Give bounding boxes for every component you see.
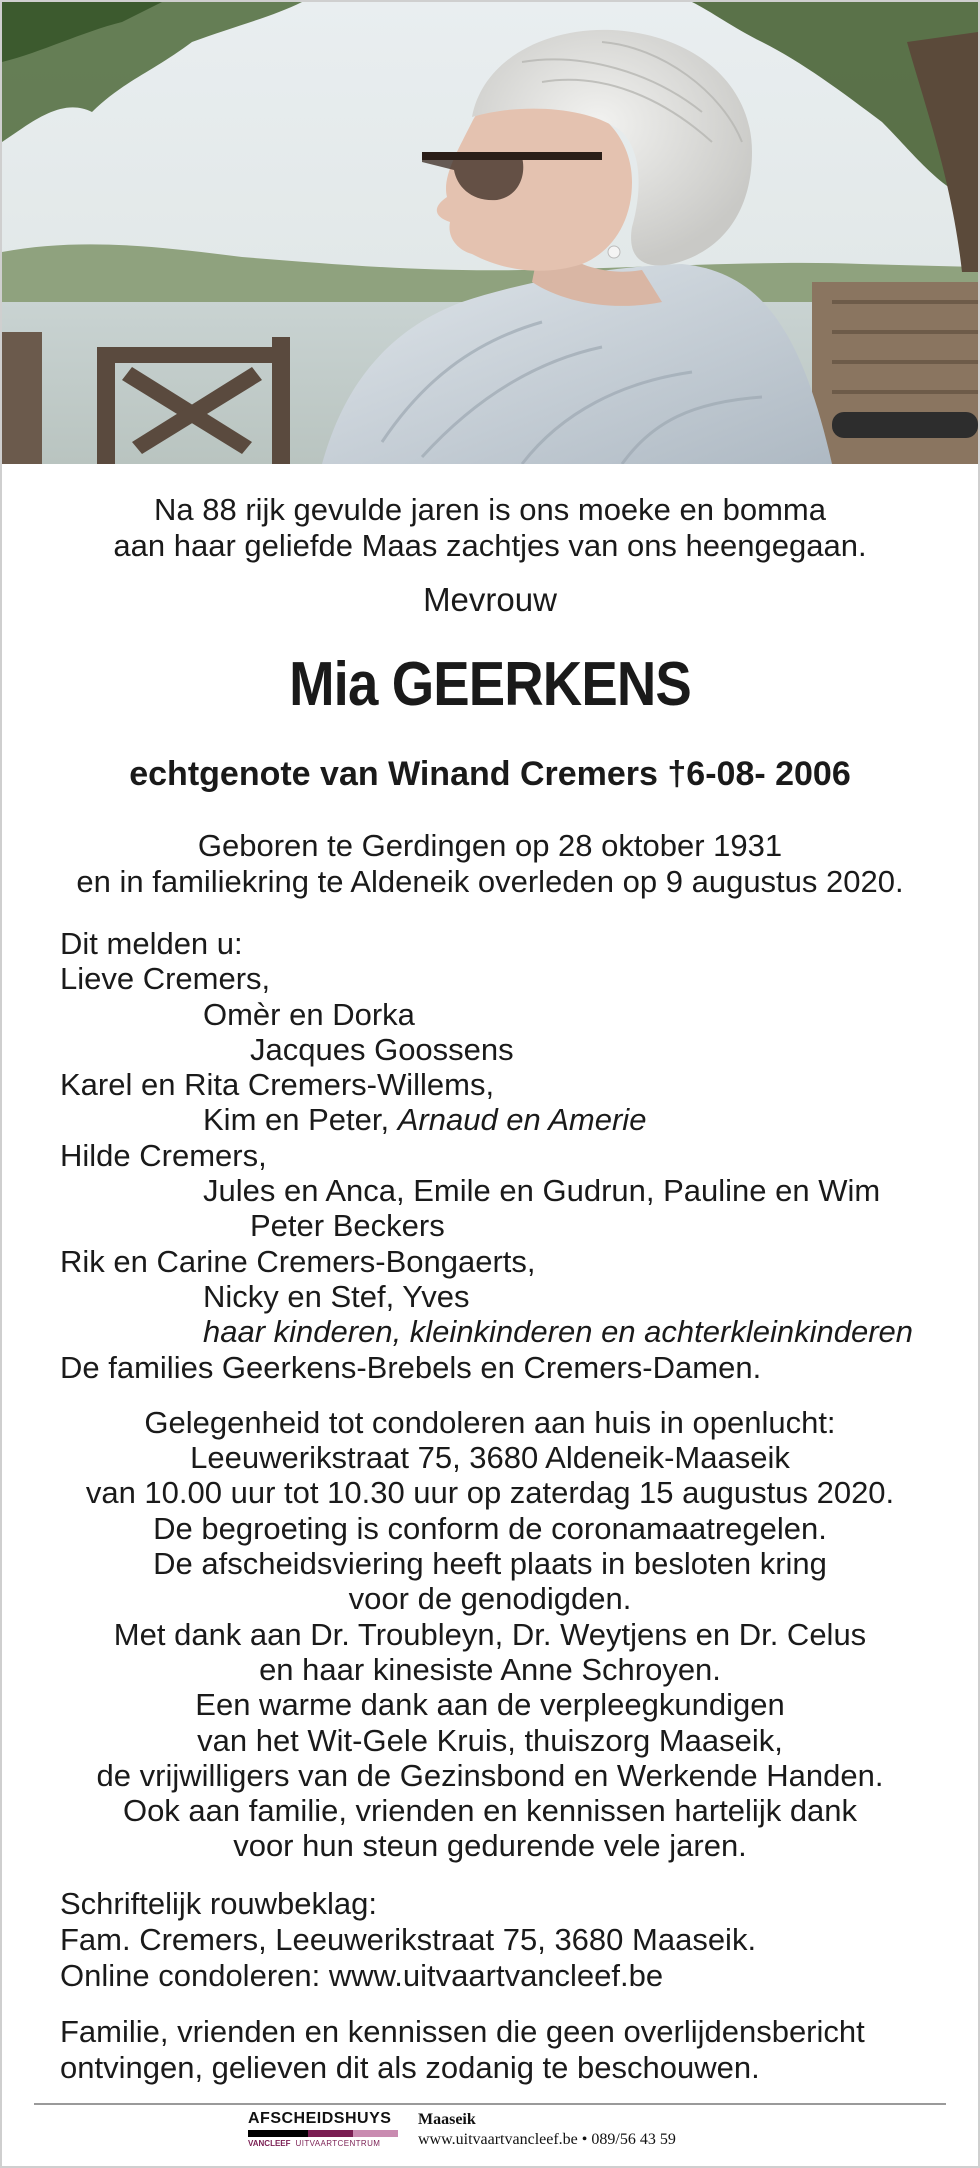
logo-sub-b: UITVAARTCENTRUM bbox=[295, 2139, 381, 2148]
family-row-text: Kim en Peter, bbox=[203, 1102, 398, 1138]
footer-place: Maaseik bbox=[418, 2111, 476, 2128]
spouse-line: echtgenote van Winand Cremers †6-08- 2006 bbox=[129, 755, 851, 793]
closing-line: ontvingen, gelieven dit als zodanig te beschouwen. bbox=[60, 2049, 760, 2085]
logo-bar bbox=[308, 2130, 353, 2137]
family-row: Dit melden u: bbox=[60, 926, 243, 961]
deceased-name: Mia GEERKENS bbox=[289, 650, 691, 719]
condolence-line: Leeuwerikstraat 75, 3680 Aldeneik-Maaseik bbox=[190, 1440, 790, 1476]
written-heading: Schriftelijk rouwbeklag: bbox=[60, 1885, 378, 1921]
family-list bbox=[2, 926, 978, 1385]
family-row: Omèr en Dorka bbox=[203, 996, 415, 1032]
condolence-line: Een warme dank aan de verpleegkundigen bbox=[195, 1687, 785, 1723]
birth-line: Geboren te Gerdingen op 28 oktober 1931 bbox=[197, 828, 783, 863]
family-row: Jules en Anca, Emile en Gudrun, Pauline en Wim bbox=[203, 1173, 881, 1209]
condolence-line: voor hun steun gedurende vele jaren. bbox=[233, 1828, 747, 1864]
family-row: Nicky en Stef, Yves bbox=[203, 1278, 470, 1314]
intro-line: Na 88 rijk gevulde jaren is ons moeke en bomma bbox=[153, 492, 826, 527]
family-row: Karel en Rita Cremers-Willems, bbox=[60, 1067, 495, 1103]
funeral-home-footer bbox=[248, 2110, 676, 2150]
condolence-line: de vrijwilligers van de Gezinsbond en Werkende Handen. bbox=[96, 1757, 884, 1793]
family-row: Peter Beckers bbox=[250, 1208, 445, 1244]
condolence-block bbox=[2, 1405, 978, 1864]
footer-divider bbox=[34, 2103, 946, 2105]
funeral-home-logo bbox=[248, 2110, 398, 2149]
logo-bar bbox=[353, 2130, 398, 2137]
family-row: Lieve Cremers, bbox=[60, 961, 271, 997]
condolence-line: De afscheidsviering heeft plaats in besloten kring bbox=[153, 1546, 827, 1582]
logo-color-bars bbox=[248, 2130, 398, 2137]
family-row: Jacques Goossens bbox=[250, 1031, 514, 1067]
logo-title: AFSCHEIDSHUYS bbox=[248, 2110, 392, 2127]
condolence-line: van 10.00 uur tot 10.30 uur op zaterdag 15 augustus 2020. bbox=[85, 1475, 895, 1511]
honorific: Mevrouw bbox=[423, 581, 557, 618]
condolence-line: van het Wit-Gele Kruis, thuiszorg Maaseik, bbox=[197, 1722, 783, 1758]
intro-line: aan haar geliefde Maas zachtjes van ons heengegaan. bbox=[113, 528, 867, 563]
condolence-line: Gelegenheid tot condoleren aan huis in openlucht: bbox=[144, 1404, 836, 1440]
family-row: Rik en Carine Cremers-Bongaerts, bbox=[60, 1243, 536, 1279]
written-address: Fam. Cremers, Leeuwerikstraat 75, 3680 Maaseik. bbox=[60, 1921, 757, 1957]
online-condolence: Online condoleren: www.uitvaartvancleef.be bbox=[60, 1957, 664, 1993]
condolence-line: Ook aan familie, vrienden en kennissen hartelijk dank bbox=[122, 1793, 858, 1829]
family-row: haar kinderen, kleinkinderen en achterkleinkinderen bbox=[203, 1314, 914, 1350]
family-row bbox=[60, 1102, 978, 1137]
condolence-line: en haar kinesiste Anne Schroyen. bbox=[259, 1651, 721, 1687]
logo-bar bbox=[248, 2130, 308, 2137]
family-row-italic: Arnaud en Amerie bbox=[397, 1102, 647, 1138]
footer-contact[interactable]: www.uitvaartvancleef.be • 089/56 43 59 bbox=[418, 2131, 676, 2148]
closing-line: Familie, vrienden en kennissen die geen overlijdensbericht bbox=[60, 2013, 865, 2049]
condolence-line: De begroeting is conform de coronamaatregelen. bbox=[153, 1510, 827, 1546]
closing-note bbox=[2, 2014, 978, 2086]
condolence-line: voor de genodigden. bbox=[348, 1581, 632, 1617]
death-line: en in familiekring te Aldeneik overleden op 9 augustus 2020. bbox=[76, 864, 904, 899]
written-condolence bbox=[2, 1886, 978, 1994]
family-row: Hilde Cremers, bbox=[60, 1137, 267, 1173]
condolence-line: Met dank aan Dr. Troubleyn, Dr. Weytjens en Dr. Celus bbox=[113, 1616, 867, 1652]
logo-sub-a: VANCLEEF bbox=[248, 2139, 291, 2148]
portrait-photo bbox=[2, 2, 978, 464]
family-row: De families Geerkens-Brebels en Cremers-Damen. bbox=[60, 1349, 762, 1385]
